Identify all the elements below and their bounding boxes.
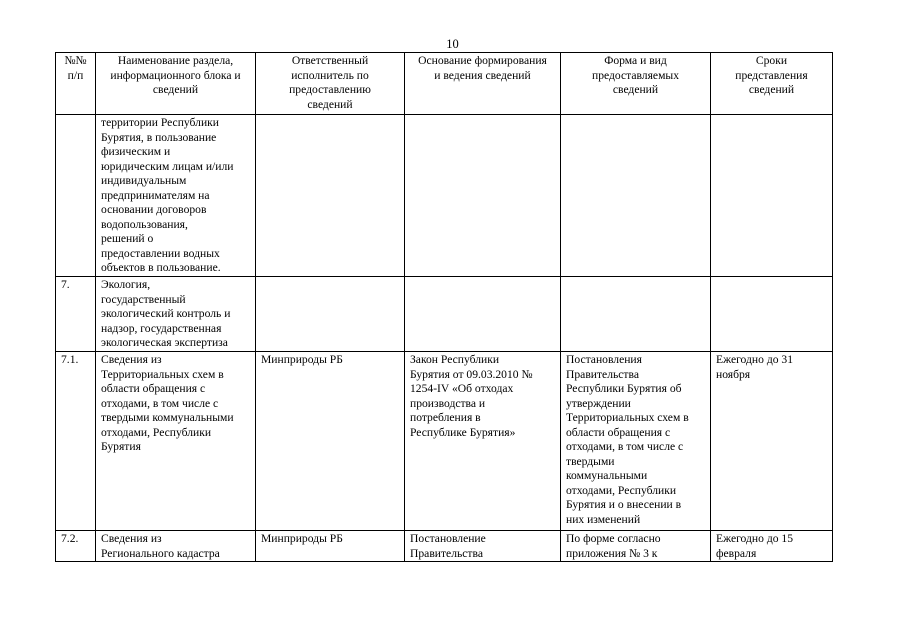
page-number: 10 — [446, 37, 459, 51]
table-row — [56, 277, 833, 352]
cell-number — [56, 115, 96, 277]
cell-basis: Постановление Правительства — [405, 531, 561, 562]
cell-number: 7. — [56, 277, 96, 352]
table-row — [56, 352, 833, 531]
cell-deadline — [711, 277, 833, 352]
cell-number: 7.2. — [56, 531, 96, 562]
column-header-executor: Ответственный исполнитель по предоставлению сведений — [256, 53, 405, 115]
column-header-deadline: Сроки представления сведений — [711, 53, 833, 115]
cell-section-name: территории Республики Бурятия, в пользование физическим и юридическим лицам и/или индивидуальным предпринимателям на основании договоров водопользования, решений о предоставлении водных объектов в пользование. — [96, 115, 256, 277]
cell-section-name: Сведения из Территориальных схем в области обращения с отходами, в том числе с твердыми коммунальными отходами, Республики Бурятия — [96, 352, 256, 531]
cell-executor: Минприроды РБ — [256, 352, 405, 531]
cell-form: По форме согласно приложения № 3 к — [561, 531, 711, 562]
cell-deadline — [711, 115, 833, 277]
cell-section-name: Сведения из Регионального кадастра — [96, 531, 256, 562]
cell-form — [561, 277, 711, 352]
column-header-form: Форма и вид предоставляемых сведений — [561, 53, 711, 115]
cell-deadline: Ежегодно до 31 ноября — [711, 352, 833, 531]
cell-basis: Закон Республики Бурятия от 09.03.2010 № 1254-IV «Об отходах производства и потребления в Республике Бурятия» — [405, 352, 561, 531]
cell-basis — [405, 115, 561, 277]
table-row — [56, 531, 833, 562]
data-table — [55, 52, 833, 562]
column-header-section-name: Наименование раздела, информационного блока и сведений — [96, 53, 256, 115]
column-header-number: №№ п/п — [56, 53, 96, 115]
cell-basis — [405, 277, 561, 352]
cell-section-name: Экология, государственный экологический контроль и надзор, государственная экологическая экспертиза — [96, 277, 256, 352]
cell-executor — [256, 115, 405, 277]
cell-form — [561, 115, 711, 277]
column-header-basis: Основание формирования и ведения сведений — [405, 53, 561, 115]
cell-number: 7.1. — [56, 352, 96, 531]
cell-executor — [256, 277, 405, 352]
cell-executor: Минприроды РБ — [256, 531, 405, 562]
table-row — [56, 115, 833, 277]
table-header-row — [56, 53, 833, 115]
cell-form: Постановления Правительства Республики Бурятия об утверждении Территориальных схем в области обращения с отходами, в том числе с твердыми коммунальными отходами, Республики Бурятия и о внесении в них изменений — [561, 352, 711, 531]
cell-deadline: Ежегодно до 15 февраля — [711, 531, 833, 562]
